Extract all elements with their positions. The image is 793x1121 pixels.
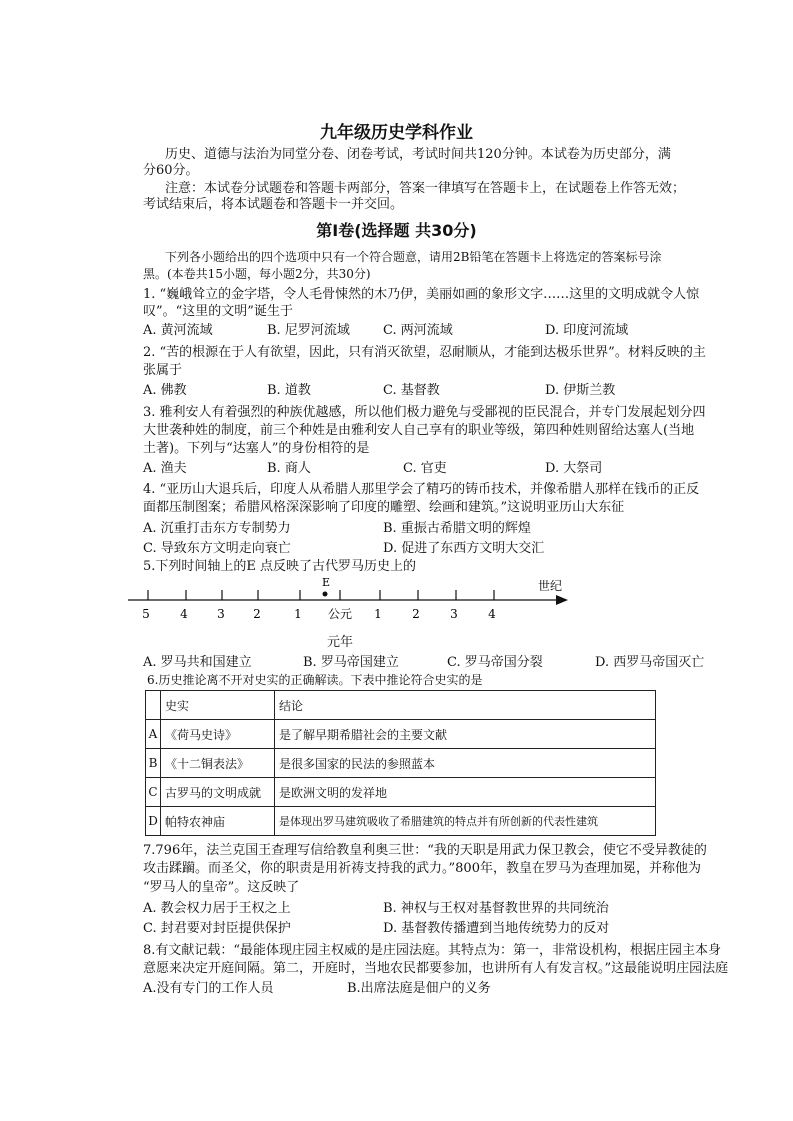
tick-label: 2 <box>412 607 420 621</box>
q3-option-a: A. 渔夫 <box>143 461 187 476</box>
q7-option-b: B. 神权与王权对基督教世界的共同统治 <box>383 901 609 916</box>
q2-option-a: A. 佛教 <box>143 383 187 398</box>
question-3-stem: 大世袭种姓的制度，前三个种姓是由雅利安人自己享有的职业等级，第四种姓则留给达塞人(当地 <box>143 423 695 438</box>
tick-label: 5 <box>142 607 150 621</box>
q7-option-a: A. 教会权力居于王权之上 <box>143 901 291 916</box>
q2-option-c: C. 基督教 <box>383 383 440 398</box>
question-2-stem: 张属于 <box>143 363 183 378</box>
section-title: 第Ⅰ卷(选择题 共30分) <box>316 221 477 240</box>
row-conclusion: 是了解早期希腊社会的主要文献 <box>275 720 656 749</box>
q2-option-d: D. 伊斯兰教 <box>545 383 616 398</box>
table-row <box>146 749 656 778</box>
notice-line: 注意：本试卷分试题卷和答题卡两部分，答案一律填写在答题卡上，在试题卷上作答无效； <box>165 181 686 196</box>
question-8-stem: 8.有文献记载：“最能体现庄园主权威的是庄园法庭。其特点为：第一，非常设机构，根据庄园主本身 <box>143 943 722 958</box>
q8-option-a: A.没有专门的工作人员 <box>143 981 274 996</box>
q5-option-c: C. 罗马帝国分裂 <box>447 655 543 670</box>
row-letter: D <box>146 807 161 836</box>
q3-option-d: D. 大祭司 <box>545 461 603 476</box>
timeline-yuannian: 元年 <box>327 635 354 650</box>
q5-option-d: D. 西罗马帝国灭亡 <box>595 655 705 670</box>
tick-label: 1 <box>294 607 302 621</box>
timeline-tick-marks <box>148 590 494 600</box>
question-7-stem: “罗马人的皇帝”。这反映了 <box>143 880 300 895</box>
row-fact: 古罗马的文明成就 <box>161 778 275 807</box>
timeline-tick-labels <box>142 607 496 621</box>
tick-label: 4 <box>488 607 496 621</box>
tick-label: 3 <box>217 607 225 621</box>
q1-option-b: B. 尼罗河流域 <box>267 323 350 338</box>
question-7-stem: 7.796年，法兰克国王查理写信给教皇利奥三世：“我的天职是用武力保卫教会，使它不受异教徒的 <box>143 843 707 858</box>
q4-option-b: B. 重振古希腊文明的辉煌 <box>383 521 531 536</box>
row-fact: 《荷马史诗》 <box>161 720 275 749</box>
row-conclusion: 是很多国家的民法的参照蓝本 <box>275 749 656 778</box>
table-cell <box>146 691 161 720</box>
q1-option-d: D. 印度河流域 <box>545 323 629 338</box>
row-fact: 帕特农神庙 <box>161 807 275 836</box>
intro-line: 历史、道德与法治为同堂分卷、闭卷考试，考试时间共120分钟。本试卷为历史部分，满 <box>165 147 671 162</box>
question-5-stem: 5.下列时间轴上的E 点反映了古代罗马历史上的 <box>143 559 417 574</box>
tick-label: 3 <box>450 607 458 621</box>
instruction-line: 黑。(本卷共15小题，每小题2分，共30分) <box>143 267 371 281</box>
q5-option-a: A. 罗马共和国建立 <box>143 655 252 670</box>
table-row <box>146 807 656 836</box>
row-letter: B <box>146 749 161 778</box>
tick-label: 2 <box>253 607 261 621</box>
timeline-diagram <box>126 572 576 628</box>
question-1-stem: 叹”。“这里的文明”诞生于 <box>143 304 293 319</box>
instruction-line: 下列各小题给出的四个选项中只有一个符合题意，请用2B铅笔在答题卡上将选定的答案标号涂 <box>165 250 662 264</box>
row-conclusion: 是欧洲文明的发祥地 <box>275 778 656 807</box>
row-fact: 《十二铜表法》 <box>161 749 275 778</box>
row-letter: C <box>146 778 161 807</box>
question-3-stem: 3. 雅利安人有着强烈的种族优越感，所以他们极力避免与受鄙视的臣民混合，并专门发展起划分四 <box>143 405 706 420</box>
q8-option-b: B.出席法庭是佃户的义务 <box>347 981 491 996</box>
question-6-stem: 6.历史推论离不开对史实的正确解读。下表中推论符合史实的是 <box>147 673 483 687</box>
q3-option-b: B. 商人 <box>267 461 311 476</box>
q4-option-c: C. 导致东方文明走向衰亡 <box>143 541 291 556</box>
q3-option-c: C. 官吏 <box>403 461 447 476</box>
history-table <box>145 690 656 836</box>
q1-option-a: A. 黄河流域 <box>143 323 213 338</box>
question-3-stem: 土著)。下列与“达塞人”的身份相符的是 <box>143 441 370 456</box>
question-4-stem: 面都压制图案；希腊风格深深影响了印度的雕塑、绘画和建筑。”这说明亚历山大东征 <box>143 500 625 515</box>
tick-label-ad: 公元 <box>327 607 353 621</box>
q1-option-c: C. 两河流域 <box>383 323 453 338</box>
q2-option-b: B. 道教 <box>267 383 311 398</box>
table-header-row <box>146 691 656 720</box>
notice-line: 考试结束后，将本试题卷和答题卡一并交回。 <box>143 197 404 212</box>
table-header-conclusion: 结论 <box>275 691 656 720</box>
tick-label: 1 <box>374 607 382 621</box>
question-1-stem: 1. “巍峨耸立的金字塔，令人毛骨悚然的木乃伊，美丽如画的象形文字……这里的文明成就令人惊 <box>143 287 700 302</box>
timeline-arrow <box>556 595 568 605</box>
row-conclusion: 是体现出罗马建筑吸收了希腊建筑的特点并有所创新的代表性建筑 <box>275 807 656 836</box>
q7-option-d: D. 基督教传播遭到当地传统势力的反对 <box>383 921 610 936</box>
q7-option-c: C. 封君要对封臣提供保护 <box>143 921 291 936</box>
timeline-point-e <box>323 592 328 597</box>
question-2-stem: 2. “苦的根源在于人有欲望，因此，只有消灭欲望，忍耐顺从，才能到达极乐世界”。材料反映的主 <box>143 345 706 360</box>
row-letter: A <box>146 720 161 749</box>
axis-label-century: 世纪 <box>538 579 563 593</box>
q5-option-b: B. 罗马帝国建立 <box>303 655 399 670</box>
table-row <box>146 720 656 749</box>
table-header-fact: 史实 <box>161 691 275 720</box>
point-e-label: E <box>322 576 331 589</box>
page-title: 九年级历史学科作业 <box>320 123 473 143</box>
tick-label: 4 <box>180 607 188 621</box>
intro-line: 分60分。 <box>143 163 199 178</box>
q4-option-d: D. 促进了东西方文明大交汇 <box>383 541 545 556</box>
question-7-stem: 攻击蹂躏。而圣父，你的职责是用祈祷支持我的武力。”800年，教皇在罗马为查理加冕，并称他为 <box>143 861 701 876</box>
table-row <box>146 778 656 807</box>
question-4-stem: 4. “亚历山大退兵后，印度人从希腊人那里学会了精巧的铸币技术，并像希腊人那样在钱币的正反 <box>143 482 700 497</box>
question-8-stem: 意愿来决定开庭间隔。第二，开庭时，当地农民都要参加，也讲所有人有发言权。”这最能说明庄园法庭 <box>143 961 729 976</box>
q4-option-a: A. 沉重打击东方专制势力 <box>143 521 291 536</box>
